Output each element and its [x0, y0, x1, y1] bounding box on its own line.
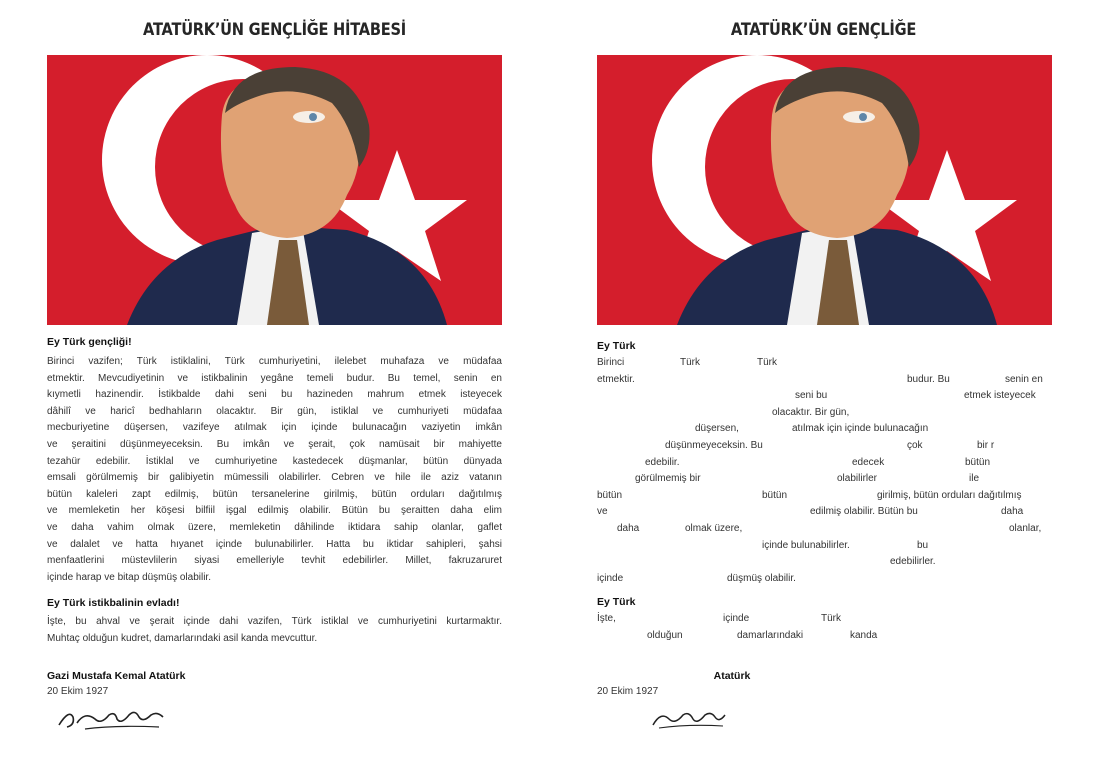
text-fragment: çok	[907, 440, 923, 451]
text-fragment: düşünmeyeceksin. Bu	[665, 440, 763, 451]
text-line: ve daha vahim olmak üzere, memleketin dâhilinde iktidara sahip olanlar, gaflet	[47, 521, 502, 533]
page-title-gapped: ATATÜRK’ÜN GENÇLİĞE	[730, 20, 917, 40]
text-fragment: daha	[617, 523, 640, 534]
text-fragment: olacaktır. Bir gün,	[772, 406, 850, 418]
text-line: ve şeraitini düşünmeyeceksin. Bu imkân ve şerait, çok namüsait bir mahiyette	[47, 438, 502, 450]
text-fragment: girilmiş, bütün orduları dağıtılmış	[877, 489, 1022, 501]
signer-name: Gazi Mustafa Kemal Atatürk	[47, 670, 186, 682]
text-line: menfaatlerini müstevlilerin siyasi emelleriyle tevhit edebilirler. Millet, fakruzaruret	[47, 555, 502, 567]
signer-name: Atatürk	[713, 670, 751, 682]
text-fragment: görülmemiş bir	[635, 473, 701, 485]
text-fragment: Türk	[757, 357, 777, 368]
text-fragment: senin en	[1005, 373, 1043, 385]
text-fragment: olabilirler	[837, 473, 878, 485]
text-fragment: ve	[597, 506, 608, 518]
text-fragment: bir r	[977, 440, 995, 451]
text-line: İşte, bu ahval ve şerait içinde dahi vazifen, Türk istiklal ve cumhuriyetini kurtarmaktır.	[47, 616, 502, 627]
text-fragment: bütün	[762, 489, 788, 501]
speech-heading-2-gapped: Ey Türk	[597, 596, 636, 608]
text-fragment: olmak üzere,	[685, 523, 743, 534]
page-title: ATATÜRK’ÜN GENÇLİĞE HİTABESİ	[143, 20, 406, 40]
text-fragment: kanda	[850, 629, 878, 641]
text-line: etmektir. Mevcudiyetinin ve istikbalinin yegâne temeli budur. Bu temel, senin en	[47, 372, 502, 384]
signature-image	[55, 703, 170, 733]
text-fragment: olduğun	[647, 629, 683, 641]
text-line: kıymetli hazinendir. İstikbalde dahi seni bu hazineden mahrum etmek isteyecek	[47, 389, 502, 401]
speech-paragraph-2	[47, 614, 502, 647]
text-fragment: edecek	[852, 456, 885, 468]
text-fragment: Türk	[680, 357, 700, 368]
portrait-photo	[47, 55, 502, 325]
text-fragment: düşmüş olabilir.	[727, 572, 796, 584]
text-line: mecburiyetine düşersen, vazifeye atılmak için içinde bulunacağın vaziyetin imkân	[47, 422, 502, 434]
text-fragment: bütün	[965, 456, 991, 468]
text-fragment: bu	[917, 539, 929, 551]
text-line: bütün kaleleri zapt edilmiş, bütün tersanelerine girilmiş, bütün orduları dağıtılmış	[47, 488, 502, 500]
gapped-paragraph-2	[597, 613, 1052, 653]
text-line: tezahür edebilir. İstiklal ve cumhuriyetine kastedecek düşmanlar, bütün dünyada	[47, 455, 502, 467]
text-fragment: olanlar,	[1009, 523, 1042, 534]
text-fragment: atılmak için içinde bulunacağın	[792, 423, 929, 435]
text-fragment: Türk	[821, 613, 841, 624]
text-line: Birinci vazifen; Türk istiklalini, Türk cumhuriyetini, ilelebet muhafaza ve müdafaa	[47, 356, 502, 367]
speech-date: 20 Ekim 1927	[47, 686, 109, 697]
text-fragment: Birinci	[597, 357, 625, 368]
text-fragment: içinde	[597, 572, 624, 584]
speech-text	[47, 336, 502, 348]
speech-heading-gapped: Ey Türk	[597, 340, 636, 352]
text-line: ve memleketin her köşesi bilfiil işgal edilmiş olabilir. Bütün bu şeraitten daha elim	[47, 505, 502, 517]
text-fragment: etmek isteyecek	[964, 390, 1036, 402]
text-line: ve dalalet ve hatta hıyanet içinde bulunabilirler. Hatta bu iktidar sahipleri, şahsi	[47, 538, 502, 550]
text-line: emsali görülmemiş bir galibiyetin mümessili olabilirler. Cebren ve hile ile aziz vatanın	[47, 472, 502, 484]
text-fragment: bütün	[597, 489, 623, 501]
text-fragment: İşte,	[597, 613, 616, 624]
speech-heading-2: Ey Türk istikbalinin evladı!	[47, 597, 180, 609]
text-fragment: edilmiş olabilir. Bütün bu	[810, 506, 918, 518]
text-fragment: seni bu	[795, 390, 828, 402]
text-line: içinde harap ve bitap düşmüş olabilir.	[47, 571, 211, 583]
text-fragment: budur. Bu	[907, 373, 950, 385]
ataturk-portrait-illustration	[47, 55, 502, 325]
text-fragment: daha	[1001, 506, 1024, 518]
text-fragment: içinde bulunabilirler.	[762, 539, 850, 551]
text-fragment: edebilir.	[645, 456, 680, 468]
text-line: Muhtaç olduğun kudret, damarlarındaki asil kanda mevcuttur.	[47, 632, 318, 644]
text-line: dâhilî ve haricî bedhahların olacaktır. Bir gün, istiklal ve cumhuriyeti müdafaa	[47, 405, 502, 417]
signature-image	[649, 705, 729, 731]
speech-date: 20 Ekim 1927	[597, 686, 659, 697]
text-fragment: ile	[969, 473, 980, 485]
text-fragment: damarlarındaki	[737, 629, 804, 641]
portrait-photo	[597, 55, 1052, 325]
right-page	[549, 0, 1098, 777]
text-fragment: edebilirler.	[890, 556, 936, 568]
speech-heading: Ey Türk gençliği!	[47, 336, 132, 348]
text-fragment: içinde	[723, 613, 750, 624]
text-fragment: düşersen,	[695, 423, 739, 435]
ataturk-portrait-illustration	[597, 55, 1052, 325]
gapped-paragraph-1	[597, 357, 1052, 597]
text-fragment: etmektir.	[597, 373, 635, 385]
speech-paragraph-1	[47, 354, 502, 586]
